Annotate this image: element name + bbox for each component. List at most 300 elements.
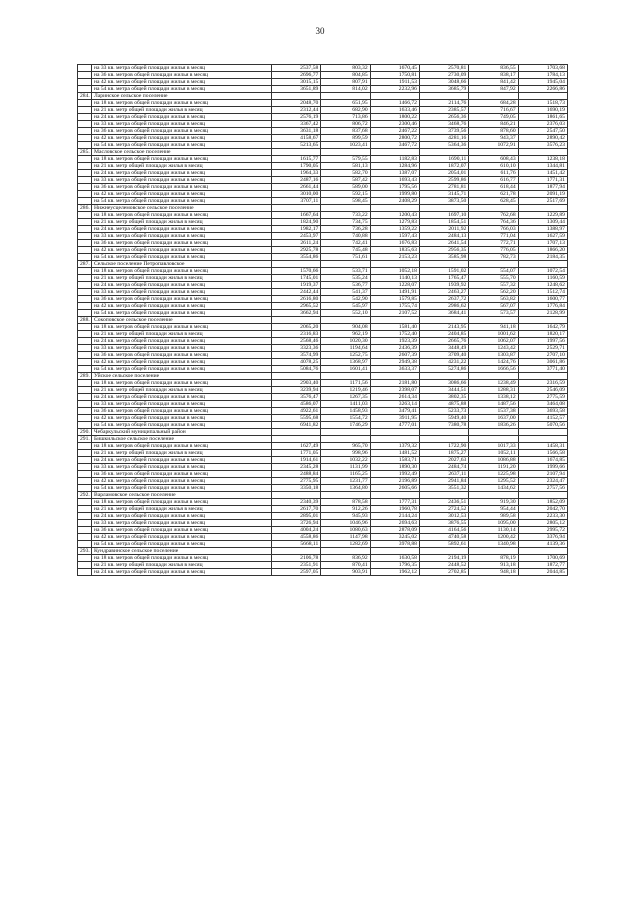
table-row: [78, 352, 568, 359]
row-label: на 54 кв. метра общей площади жилья в месяц: [92, 254, 272, 261]
row-number: 293.: [78, 548, 92, 555]
table-row: [78, 464, 568, 471]
value-cell: 611,76: [469, 170, 518, 177]
value-cell: [419, 205, 468, 212]
value-cell: 5233,73: [419, 408, 468, 415]
row-label: на 21 кв. метр общей площади жилья в месяц: [92, 163, 272, 170]
row-number: [78, 464, 92, 471]
value-cell: 1072,91: [469, 142, 518, 149]
row-number: [78, 86, 92, 93]
table-section-row: [78, 261, 568, 268]
row-number: [78, 254, 92, 261]
value-cell: 1225,98: [469, 471, 518, 478]
row-number: 287.: [78, 261, 92, 268]
row-label: на 24 кв. метра общей площади жилья в месяц: [92, 513, 272, 520]
table-row: [78, 450, 568, 457]
value-cell: 589,00: [321, 184, 370, 191]
value-cell: 3771,40: [518, 366, 567, 373]
value-cell: 1518,73: [518, 100, 567, 107]
value-cell: 2484,13: [419, 233, 468, 240]
value-cell: [272, 317, 321, 324]
value-cell: 2054,01: [419, 170, 468, 177]
value-cell: 806,72: [321, 121, 370, 128]
row-number: 290.: [78, 429, 92, 436]
value-cell: 2316,59: [518, 380, 567, 387]
row-number: [78, 240, 92, 247]
value-cell: 1796,35: [370, 562, 419, 569]
value-cell: 1795,56: [370, 184, 419, 191]
row-label: Сельское поселение Петропавловское: [92, 261, 272, 268]
value-cell: 3685,79: [419, 86, 468, 93]
value-cell: 2106,78: [272, 555, 321, 562]
value-cell: 1875,27: [419, 450, 468, 457]
value-cell: 2194,19: [419, 555, 468, 562]
row-number: [78, 163, 92, 170]
row-label: на 24 кв. метра общей площади жилья в месяц: [92, 170, 272, 177]
table-row: [78, 408, 568, 415]
value-cell: 651,95: [321, 100, 370, 107]
row-number: 291.: [78, 436, 92, 443]
row-number: [78, 296, 92, 303]
value-cell: 1491,91: [370, 289, 419, 296]
table-row: [78, 303, 568, 310]
value-cell: [370, 93, 419, 100]
value-cell: 3048,66: [419, 79, 468, 86]
table-row: [78, 86, 568, 93]
row-number: [78, 100, 92, 107]
value-cell: 2757,56: [518, 485, 567, 492]
row-number: [78, 142, 92, 149]
value-cell: 749,05: [469, 114, 518, 121]
value-cell: 2042,70: [518, 506, 567, 513]
value-cell: 2547,50: [518, 128, 567, 135]
row-label: на 21 кв. метр общей площади жилья в месяц: [92, 275, 272, 282]
row-label: на 54 кв. метра общей площади жилья в месяц: [92, 485, 272, 492]
value-cell: 1282,69: [321, 541, 370, 548]
value-cell: 771,04: [469, 233, 518, 240]
table-row: [78, 212, 568, 219]
table-row: [78, 415, 568, 422]
row-number: [78, 72, 92, 79]
row-label: на 18 кв. метров общей площади жилья в месяц: [92, 156, 272, 163]
value-cell: 1722,90: [419, 443, 468, 450]
row-number: [78, 366, 92, 373]
row-number: [78, 534, 92, 541]
table-row: [78, 114, 568, 121]
row-number: [78, 380, 92, 387]
value-cell: 3554,86: [272, 254, 321, 261]
value-cell: 581,13: [321, 163, 370, 170]
value-cell: 2995,72: [518, 527, 567, 534]
row-number: [78, 282, 92, 289]
value-cell: 1052,11: [469, 450, 518, 457]
table-section-row: [78, 429, 568, 436]
value-cell: 1020,30: [321, 338, 370, 345]
row-label: на 36 кв. метров общей площади жилья в месяц: [92, 527, 272, 534]
row-label: на 36 кв. метров общей площади жилья в месяц: [92, 128, 272, 135]
value-cell: 579,55: [321, 156, 370, 163]
value-cell: 1023,41: [321, 142, 370, 149]
row-label: на 21 кв. метр общей площади жилья в месяц: [92, 331, 272, 338]
row-number: 284.: [78, 93, 92, 100]
value-cell: [469, 261, 518, 268]
table-row: [78, 163, 568, 170]
table-row: [78, 422, 568, 429]
value-cell: 1248,62: [518, 282, 567, 289]
table-row: [78, 527, 568, 534]
table-row: [78, 254, 568, 261]
value-cell: 2196,89: [370, 478, 419, 485]
row-label: на 36 кв. метров общей площади жилья в месяц: [92, 240, 272, 247]
row-label: на 42 кв. метра общей площади жилья в месяц: [92, 478, 272, 485]
value-cell: [469, 93, 518, 100]
row-number: [78, 247, 92, 254]
table-row: [78, 121, 568, 128]
value-cell: 1487,56: [469, 401, 518, 408]
value-cell: 1052,18: [370, 268, 419, 275]
table-section-row: [78, 492, 568, 499]
value-cell: 616,77: [469, 177, 518, 184]
value-cell: 2800,72: [370, 135, 419, 142]
value-cell: 1676,83: [370, 240, 419, 247]
value-cell: 2546,09: [518, 387, 567, 394]
value-cell: 3876,55: [419, 520, 468, 527]
value-cell: 1627,49: [272, 443, 321, 450]
row-number: [78, 324, 92, 331]
value-cell: [321, 492, 370, 499]
row-label: на 54 кв. метра общей площади жилья в месяц: [92, 86, 272, 93]
value-cell: 1601,41: [321, 366, 370, 373]
value-cell: 1693,43: [370, 177, 419, 184]
value-cell: [518, 548, 567, 555]
value-cell: [469, 436, 518, 443]
value-cell: 945,93: [321, 513, 370, 520]
value-cell: 1707,13: [518, 240, 567, 247]
value-cell: 1666,56: [469, 366, 518, 373]
row-label: на 24 кв. метра общей площади жилья в месяц: [92, 338, 272, 345]
value-cell: 1583,71: [370, 457, 419, 464]
table-row: [78, 555, 568, 562]
value-cell: 1872,07: [419, 163, 468, 170]
value-cell: 1999,80: [370, 191, 419, 198]
value-cell: 1182,83: [370, 156, 419, 163]
value-cell: [518, 205, 567, 212]
value-cell: 2607,39: [370, 352, 419, 359]
value-cell: 1962,12: [370, 569, 419, 576]
table-row: [78, 541, 568, 548]
row-number: [78, 233, 92, 240]
value-cell: 1200,43: [370, 212, 419, 219]
value-cell: 807,91: [321, 79, 370, 86]
value-cell: 2611,24: [272, 240, 321, 247]
value-cell: 1288,31: [469, 387, 518, 394]
value-cell: 3911,95: [370, 415, 419, 422]
row-number: [78, 457, 92, 464]
value-cell: 1771,31: [518, 177, 567, 184]
value-cell: 5668,11: [272, 541, 321, 548]
value-cell: 913,18: [469, 562, 518, 569]
table-row: [78, 198, 568, 205]
value-cell: [321, 93, 370, 100]
value-cell: 592,15: [321, 191, 370, 198]
value-cell: 1512,74: [518, 289, 567, 296]
row-number: [78, 352, 92, 359]
value-cell: [321, 149, 370, 156]
value-cell: 1147,98: [321, 534, 370, 541]
row-number: [78, 289, 92, 296]
value-cell: 2986,62: [419, 303, 468, 310]
value-cell: 3479,41: [370, 408, 419, 415]
value-cell: 2233,30: [518, 513, 567, 520]
value-cell: 1046,96: [321, 520, 370, 527]
value-cell: [272, 492, 321, 499]
table-row: [78, 485, 568, 492]
value-cell: 837,68: [321, 128, 370, 135]
value-cell: 1919,37: [272, 282, 321, 289]
value-cell: 1566,58: [518, 450, 567, 457]
value-cell: 1670,45: [370, 65, 419, 72]
value-cell: 4558,86: [272, 534, 321, 541]
row-number: [78, 506, 92, 513]
value-cell: 1537,38: [469, 408, 518, 415]
row-number: [78, 345, 92, 352]
table-row: [78, 79, 568, 86]
value-cell: 3012,53: [419, 513, 468, 520]
value-cell: 762,68: [469, 212, 518, 219]
value-cell: 2568,46: [272, 338, 321, 345]
value-cell: 1191,20: [469, 464, 518, 471]
value-cell: 5892,61: [419, 541, 468, 548]
value-cell: 2617,70: [272, 506, 321, 513]
value-cell: 764,36: [469, 219, 518, 226]
value-cell: 3574,99: [272, 352, 321, 359]
table-row: [78, 443, 568, 450]
table-row: [78, 72, 568, 79]
value-cell: 545,97: [321, 303, 370, 310]
value-cell: 3448,49: [419, 345, 468, 352]
value-cell: [419, 373, 468, 380]
value-cell: [370, 317, 419, 324]
value-cell: 2484,74: [419, 464, 468, 471]
value-cell: 2702,85: [419, 569, 468, 576]
row-label: на 42 кв. метра общей площади жилья в месяц: [92, 79, 272, 86]
row-label: на 24 кв. метра общей площади жилья в месяц: [92, 226, 272, 233]
value-cell: 1591,02: [419, 268, 468, 275]
row-label: на 21 кв. метр общей площади жилья в месяц: [92, 562, 272, 569]
value-cell: 2467,22: [370, 128, 419, 135]
row-label: Нижнеусцелемовское сельское поселение: [92, 205, 272, 212]
table-row: [78, 310, 568, 317]
value-cell: 2597,05: [272, 569, 321, 576]
value-cell: 2316,83: [272, 331, 321, 338]
value-cell: 1854,51: [419, 219, 468, 226]
value-cell: [419, 548, 468, 555]
value-cell: 4004,24: [272, 527, 321, 534]
value-cell: 4152,57: [518, 415, 567, 422]
value-cell: 1600,77: [518, 296, 567, 303]
value-cell: 5949,40: [419, 415, 468, 422]
value-cell: 903,91: [321, 569, 370, 576]
value-cell: 1674,85: [518, 457, 567, 464]
row-number: [78, 387, 92, 394]
row-label: на 18 кв. метров общей площади жилья в месяц: [92, 268, 272, 275]
value-cell: 1228,07: [370, 282, 419, 289]
value-cell: 713,86: [321, 114, 370, 121]
row-label: Кундравинское сельское поселение: [92, 548, 272, 555]
value-cell: 1690,19: [518, 107, 567, 114]
table-row: [78, 156, 568, 163]
value-cell: 716,67: [469, 107, 518, 114]
value-cell: 3873,50: [419, 198, 468, 205]
row-number: [78, 555, 92, 562]
value-cell: 2404,85: [419, 331, 468, 338]
value-cell: 562,20: [469, 289, 518, 296]
row-number: [78, 170, 92, 177]
row-label: на 24 кв. метра общей площади жилья в месяц: [92, 114, 272, 121]
row-label: Варламовское сельское поселение: [92, 492, 272, 499]
row-label: на 18 кв. метров общей площади жилья в месяц: [92, 555, 272, 562]
value-cell: 2143,95: [419, 324, 468, 331]
value-cell: 1615,77: [272, 156, 321, 163]
row-number: [78, 359, 92, 366]
row-label: на 42 кв. метра общей площади жилья в месяц: [92, 359, 272, 366]
value-cell: 3376,94: [518, 534, 567, 541]
value-cell: 2266,86: [518, 86, 567, 93]
value-cell: 621,78: [469, 191, 518, 198]
value-cell: 1997,56: [518, 338, 567, 345]
value-cell: 608,43: [469, 156, 518, 163]
value-cell: 962,19: [321, 331, 370, 338]
row-number: [78, 65, 92, 72]
value-cell: 1200,42: [469, 534, 518, 541]
value-cell: 1279,83: [370, 219, 419, 226]
row-label: Бишкильское сельское поселение: [92, 436, 272, 443]
value-cell: 1017,33: [469, 443, 518, 450]
row-label: на 42 кв. метра общей площади жилья в месяц: [92, 534, 272, 541]
value-cell: 1160,59: [518, 275, 567, 282]
value-cell: 2925,78: [272, 247, 321, 254]
value-cell: 2232,96: [370, 86, 419, 93]
value-cell: 3576,23: [518, 142, 567, 149]
row-label: на 33 кв. метра общей площади жилья в месяц: [92, 520, 272, 527]
value-cell: 573,57: [469, 310, 518, 317]
value-cell: 1080,63: [321, 527, 370, 534]
table-row: [78, 177, 568, 184]
row-number: 286.: [78, 205, 92, 212]
row-label: на 54 кв. метра общей площади жилья в месяц: [92, 142, 272, 149]
value-cell: 1633,46: [370, 107, 419, 114]
table-section-row: [78, 317, 568, 324]
row-label: на 54 кв. метра общей площади жилья в месяц: [92, 366, 272, 373]
value-cell: 899,59: [321, 135, 370, 142]
value-cell: [272, 205, 321, 212]
value-cell: 2956,35: [419, 247, 468, 254]
value-cell: 3468,76: [419, 121, 468, 128]
value-cell: 1890,30: [370, 464, 419, 471]
value-cell: 682,90: [321, 107, 370, 114]
value-cell: 954,44: [469, 506, 518, 513]
value-cell: 557,32: [469, 282, 518, 289]
table-row: [78, 471, 568, 478]
value-cell: 3464,08: [518, 401, 567, 408]
value-cell: 740,88: [321, 233, 370, 240]
row-label: на 21 кв. метр общей площади жилья в месяц: [92, 387, 272, 394]
value-cell: 3551,32: [419, 485, 468, 492]
value-cell: 1095,00: [469, 520, 518, 527]
value-cell: 1642,79: [518, 324, 567, 331]
value-cell: 1835,63: [370, 247, 419, 254]
value-cell: 1746,29: [321, 422, 370, 429]
value-cell: 2637,11: [419, 471, 468, 478]
value-cell: 3145,71: [419, 191, 468, 198]
value-cell: 3707,11: [272, 198, 321, 205]
value-cell: 2661,44: [272, 184, 321, 191]
value-cell: 2436,51: [419, 499, 468, 506]
value-cell: 2442,44: [272, 289, 321, 296]
value-cell: 1982,17: [272, 226, 321, 233]
value-cell: 1877,94: [518, 184, 567, 191]
value-cell: 1627,59: [518, 233, 567, 240]
row-label: Ларинское сельское поселение: [92, 93, 272, 100]
value-cell: 1284,96: [370, 163, 419, 170]
value-cell: 1745,01: [272, 275, 321, 282]
value-cell: 2048,70: [272, 100, 321, 107]
value-cell: 5084,76: [272, 366, 321, 373]
row-label: на 36 кв. метров общей площади жилья в месяц: [92, 471, 272, 478]
value-cell: 2949,38: [370, 359, 419, 366]
value-cell: [419, 429, 468, 436]
row-number: 288.: [78, 317, 92, 324]
value-cell: 1340,98: [469, 541, 518, 548]
value-cell: [469, 317, 518, 324]
row-number: [78, 219, 92, 226]
table-row: [78, 499, 568, 506]
table-section-row: [78, 548, 568, 555]
row-label: на 24 кв. метра общей площади жилья в месяц: [92, 457, 272, 464]
value-cell: 782,73: [469, 254, 518, 261]
value-cell: 6941,82: [272, 422, 321, 429]
row-label: на 18 кв. метров общей площади жилья в месяц: [92, 212, 272, 219]
value-cell: 912,26: [321, 506, 370, 513]
value-cell: 1776,84: [518, 303, 567, 310]
value-cell: 1945,04: [518, 79, 567, 86]
value-cell: 541,37: [321, 289, 370, 296]
table-row: [78, 324, 568, 331]
value-cell: 2436,39: [370, 345, 419, 352]
row-number: [78, 422, 92, 429]
value-cell: 1368,97: [321, 359, 370, 366]
value-cell: 3633,37: [370, 366, 419, 373]
row-number: [78, 310, 92, 317]
value-cell: 2488,84: [272, 471, 321, 478]
value-cell: 1667,64: [272, 212, 321, 219]
value-cell: 803,32: [321, 65, 370, 72]
row-number: [78, 394, 92, 401]
value-cell: [321, 373, 370, 380]
row-label: на 33 кв. метра общей площади жилья в месяц: [92, 345, 272, 352]
row-number: [78, 198, 92, 205]
value-cell: 2529,71: [518, 345, 567, 352]
value-cell: 1800,22: [370, 114, 419, 121]
value-cell: 3651,89: [272, 86, 321, 93]
row-label: на 18 кв. метров общей площади жилья в месяц: [92, 380, 272, 387]
value-cell: 2463,27: [419, 289, 468, 296]
value-cell: 1165,25: [321, 471, 370, 478]
value-cell: 751,61: [321, 254, 370, 261]
row-number: 285.: [78, 149, 92, 156]
row-number: [78, 562, 92, 569]
value-cell: 1836,26: [469, 422, 518, 429]
